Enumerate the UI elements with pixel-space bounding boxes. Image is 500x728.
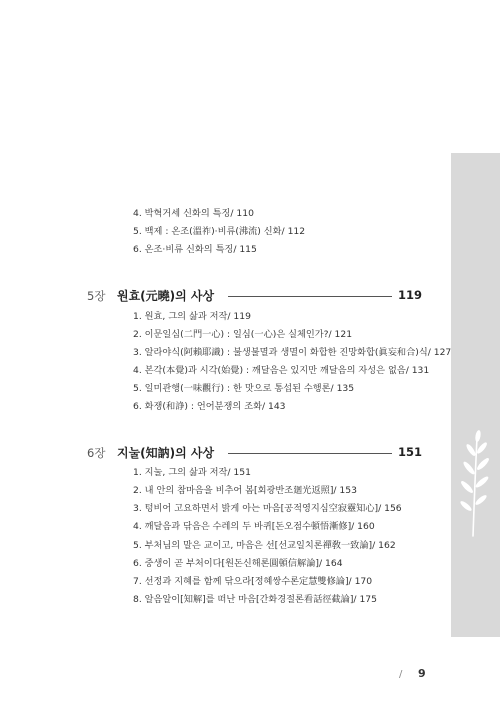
list-item: 6. 중생이 곧 부처이다[원돈신해론圓頓信解論]/ 164 <box>133 558 343 569</box>
list-item: 1. 지눌, 그의 삶과 저작/ 151 <box>133 467 251 478</box>
chapter-number: 5장 <box>87 289 106 303</box>
leaf-sprig-icon <box>451 428 500 538</box>
leader-rule <box>228 453 392 454</box>
list-item: 4. 박혁거세 신화의 특징/ 110 <box>133 208 254 219</box>
list-item: 2. 내 안의 참마음을 비추어 봄[회광반조廻光返照]/ 153 <box>133 485 357 496</box>
footer-slash: / <box>399 669 403 680</box>
list-item: 2. 이문일심(二門一心) : 일심(一心)은 실체인가?/ 121 <box>133 329 353 340</box>
list-item: 4. 깨달음과 닦음은 수레의 두 바퀴[돈오점수頓悟漸修]/ 160 <box>133 521 375 532</box>
list-item: 5. 백제 : 온조(溫祚)·비류(沸流) 신화/ 112 <box>133 226 306 237</box>
list-item: 5. 일미관행(一味觀行) : 한 맛으로 통섭된 수행론/ 135 <box>133 383 355 394</box>
list-item: 6. 온조·비류 신화의 특징/ 115 <box>133 244 257 255</box>
chapter-title: 원효(元曉)의 사상 <box>117 289 215 303</box>
leader-rule <box>228 296 392 297</box>
chapter-tab <box>451 153 500 637</box>
list-item: 3. 알라야식(阿賴耶識) : 불생불멸과 생멸이 화합한 진망화합(眞妄和合)식/ 127 <box>133 347 452 358</box>
chapter-page: 119 <box>398 288 423 302</box>
chapter-title: 지눌(知訥)의 사상 <box>117 446 215 460</box>
chapter-page: 151 <box>398 445 423 459</box>
list-item: 7. 선정과 지혜를 함께 닦으라[정혜쌍수론定慧雙修論]/ 170 <box>133 576 373 587</box>
list-item: 6. 화쟁(和諍) : 언어분쟁의 조화/ 143 <box>133 401 286 412</box>
list-item: 4. 본각(本覺)과 시각(始覺) : 깨달음은 있지만 깨달음의 자성은 없음/ 131 <box>133 365 430 376</box>
list-item: 5. 부처님의 말은 교이고, 마음은 선[선교일치론禪敎一致論]/ 162 <box>133 540 396 551</box>
list-item: 8. 알음알이[知解]를 떠난 마음[간화경절론看話徑截論]/ 175 <box>133 594 377 605</box>
page-number: 9 <box>418 667 426 680</box>
chapter-number: 6장 <box>87 446 106 460</box>
list-item: 1. 원효, 그의 삶과 저작/ 119 <box>133 311 251 322</box>
list-item: 3. 텅비어 고요하면서 밝게 아는 마음[공적영지심空寂靈知心]/ 156 <box>133 503 402 514</box>
